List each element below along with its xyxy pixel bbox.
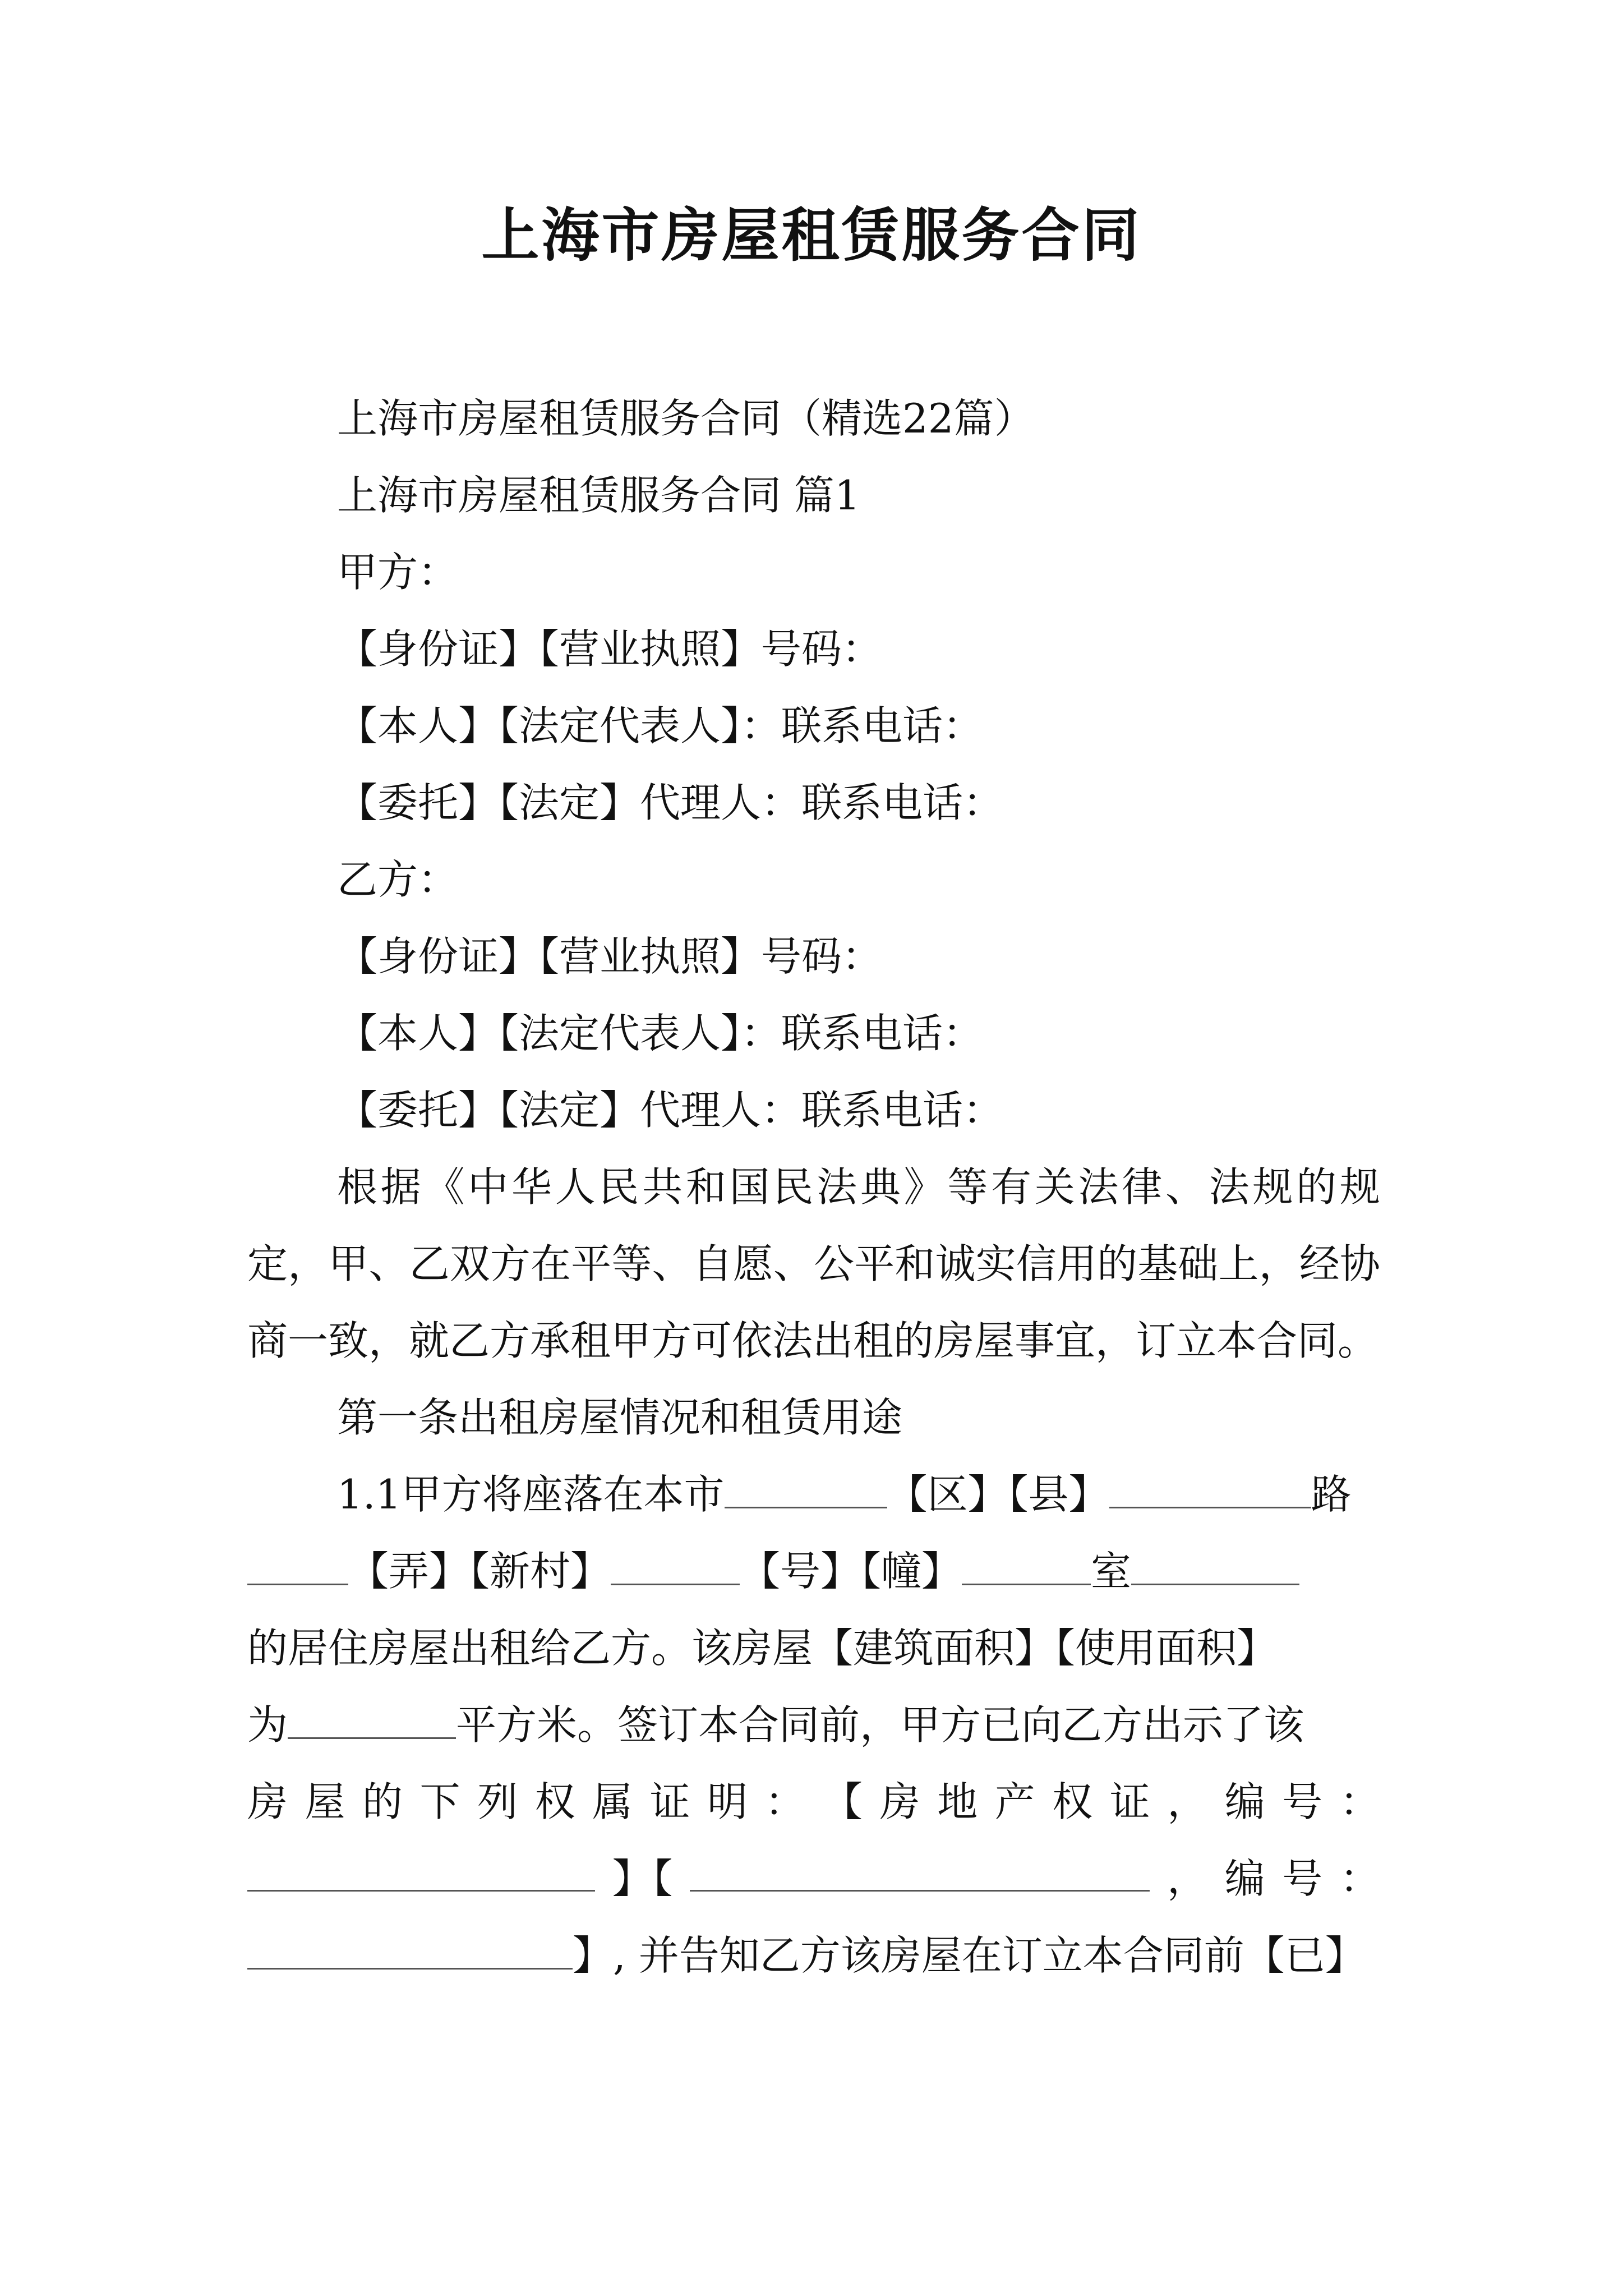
spaced-character: 明 [707,1778,748,1825]
clause-text: 【弄】【新村】 [348,1548,611,1595]
party-b-agent-line: 【委托】【法定】代理人：联系电话： [337,1087,1004,1134]
spaced-character: 屋 [305,1778,345,1825]
article1-line6 [247,1841,1380,1917]
clause-text: ， [1166,1855,1207,1902]
district-blank [725,1474,887,1508]
second-number-blank [247,1935,573,1970]
road-blank [1109,1474,1311,1508]
party-b-label: 乙方： [337,856,459,903]
spaced-character: 属 [592,1778,633,1825]
document-body [247,380,1380,1994]
building-blank [962,1551,1091,1585]
spaced-character: 下 [419,1778,460,1825]
spaced-character: 权 [1052,1778,1093,1825]
certificate-number-blank [247,1857,595,1892]
clause-number: 1.1 [337,1471,402,1518]
clause-text: 号 [1282,1855,1323,1902]
clause-text: 【区】【县】 [887,1471,1109,1518]
party-a-label: 甲方： [337,549,459,596]
preamble-paragraph: 根据《中华人民共和国民法典》等有关法律、法规的规定，甲、乙双方在平等、自愿、公平和诚实信用的基础上，经协商一致，就乙方承租甲方可依法出租的房屋事宜，订立本合同。 [247,1163,1380,1364]
spaced-character: ， [1167,1778,1208,1825]
party-a-rep-line: 【本人】【法定代表人】：联系电话： [337,702,984,749]
lane-blank [247,1551,348,1585]
article1-line2 [247,1533,1380,1610]
article1-line4 [247,1687,1380,1764]
spaced-character: 编 [1224,1778,1265,1825]
spaced-character: ： [1339,1778,1380,1825]
number-blank [611,1551,740,1585]
spaced-character: 【 [822,1778,863,1825]
subtitle: 上海市房屋租赁服务合同（精选22篇） [337,395,1035,442]
article1-line3: 的居住房屋出租给乙方。该房屋【建筑面积】【使用面积】 [247,1625,1278,1672]
clause-text: 室 [1091,1548,1132,1595]
spaced-character: 产 [994,1778,1035,1825]
article1-line1 [247,1456,1380,1533]
section-heading: 上海市房屋租赁服务合同 篇1 [337,472,860,519]
article1-heading: 第一条出租房屋情况和租赁用途 [337,1394,903,1441]
certificate-name-blank [690,1857,1150,1892]
clause-text: 【号】【幢】 [740,1548,962,1595]
clause-text: 甲方将座落在本市 [401,1471,725,1518]
party-a-agent-line: 【委托】【法定】代理人：联系电话： [337,779,1004,826]
document-title: 上海市房屋租赁服务合同 [481,201,1142,269]
spaced-character: 权 [534,1778,575,1825]
clause-text: 平方米。签订本合同前，甲方已向乙方出示了该 [456,1701,1304,1749]
article1-line5 [247,1764,1380,1841]
clause-text: 】【 [612,1855,673,1902]
spaced-character: ： [764,1778,805,1825]
room-blank [1131,1551,1299,1585]
spaced-character: 地 [937,1778,978,1825]
clause-text: 为 [247,1701,288,1749]
clause-text: ： [1339,1855,1380,1902]
area-blank [288,1705,456,1739]
spaced-character: 证 [649,1778,690,1825]
spaced-character: 房 [879,1778,920,1825]
clause-text: 路 [1311,1471,1352,1518]
spaced-character: 房 [247,1778,288,1825]
clause-text: 编 [1224,1855,1265,1902]
spaced-character: 证 [1109,1778,1150,1825]
party-b-id-line: 【身份证】【营业执照】号码： [337,933,883,980]
spaced-character: 列 [477,1778,518,1825]
party-a-id-line: 【身份证】【营业执照】号码： [337,625,883,673]
spaced-character: 号 [1282,1778,1323,1825]
article1-line7 [247,1917,1380,1994]
clause-text: 】, 并告知乙方该房屋在订立本合同前【已】 [573,1932,1366,1979]
spaced-character: 的 [362,1778,403,1825]
party-b-rep-line: 【本人】【法定代表人】：联系电话： [337,1010,984,1057]
